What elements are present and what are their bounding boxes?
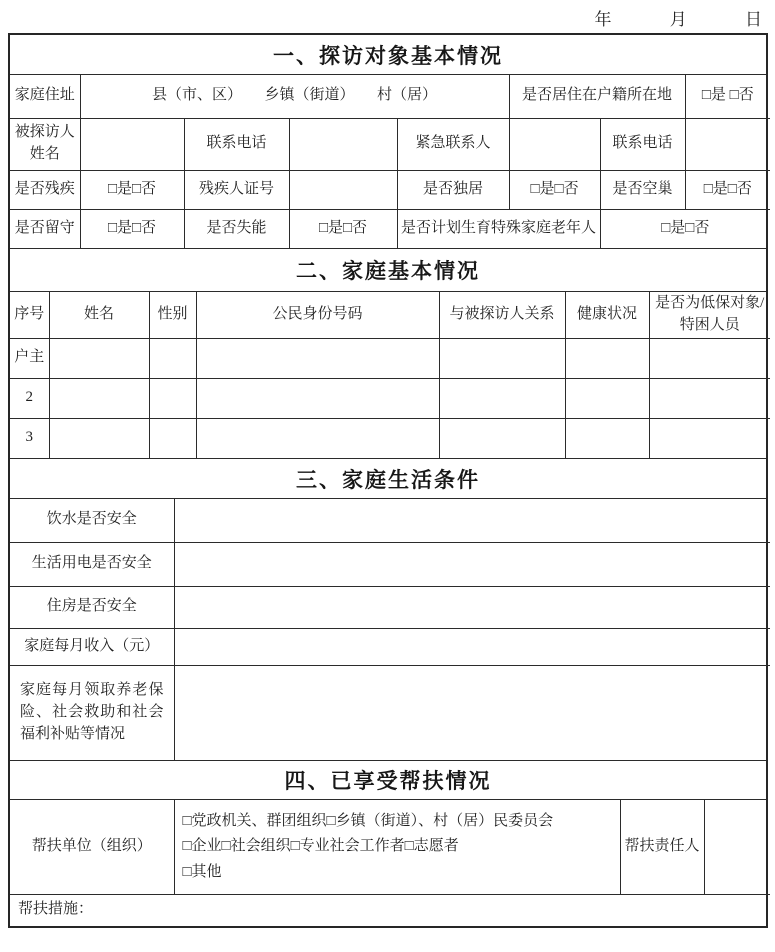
member-cell [649, 418, 770, 458]
table-row [10, 338, 770, 378]
date-day-label: 日 [745, 10, 763, 29]
empty-nest-checkbox: □是□否 [685, 170, 770, 209]
col-health-header: 健康状况 [565, 292, 649, 338]
member-cell [439, 418, 565, 458]
disability-label: 是否残疾 [10, 170, 80, 209]
section1-title: 一、探访对象基本情况 [10, 35, 766, 75]
disability-cert-label: 残疾人证号 [184, 170, 289, 209]
home-address-label: 家庭住址 [10, 75, 80, 118]
table-header-row [10, 292, 770, 338]
left-behind-checkbox: □是□否 [80, 209, 184, 248]
living-alone-checkbox: □是□否 [509, 170, 600, 209]
section2-table [10, 292, 770, 458]
member-cell [565, 338, 649, 378]
support-options-line-2: □企业□社会组织□专业社会工作者□志愿者 [182, 838, 459, 854]
table-row [10, 499, 770, 542]
support-responsible-input-cell [704, 800, 770, 894]
table-row [10, 118, 770, 170]
member-row-label: 3 [10, 418, 49, 458]
member-cell [649, 338, 770, 378]
member-cell [196, 378, 439, 418]
member-cell [196, 418, 439, 458]
table-row [10, 209, 770, 248]
member-cell [565, 418, 649, 458]
special-family-elderly-label: 是否计划生育特殊家庭老年人 [397, 209, 600, 248]
date-line [595, 5, 764, 30]
col-gender-header: 性别 [149, 292, 196, 338]
member-cell [649, 378, 770, 418]
water-safety-value [174, 499, 770, 542]
member-cell [149, 338, 196, 378]
contact-phone-label-2: 联系电话 [600, 118, 685, 170]
section4-title: 四、已享受帮扶情况 [10, 760, 766, 800]
contact-phone-input-cell-1 [289, 118, 397, 170]
table-row [10, 170, 770, 209]
home-address-value: 县（市、区） 乡镇（街道） 村（居） [80, 75, 509, 118]
table-row [10, 542, 770, 586]
section1-table [10, 75, 770, 248]
monthly-income-label: 家庭每月收入（元） [10, 628, 174, 665]
electricity-safety-value [174, 542, 770, 586]
support-unit-label: 帮扶单位（组织） [10, 800, 174, 894]
member-cell [149, 418, 196, 458]
incapacity-checkbox: □是□否 [289, 209, 397, 248]
housing-safety-label: 住房是否安全 [10, 586, 174, 628]
electricity-safety-label: 生活用电是否安全 [10, 542, 174, 586]
member-cell [49, 378, 149, 418]
col-subsistence-header: 是否为低保对象/特困人员 [649, 292, 770, 338]
support-measures-label: 帮扶措施： [10, 894, 770, 926]
member-cell [439, 378, 565, 418]
contact-phone-input-cell-2 [685, 118, 770, 170]
section3-table [10, 499, 770, 760]
table-row [10, 800, 770, 894]
member-cell [49, 418, 149, 458]
col-seq-header: 序号 [10, 292, 49, 338]
monthly-income-value [174, 628, 770, 665]
housing-safety-value [174, 586, 770, 628]
disability-checkbox: □是□否 [80, 170, 184, 209]
visit-registration-form [8, 33, 768, 928]
member-cell [565, 378, 649, 418]
visited-person-name-label: 被探访人姓名 [10, 118, 80, 170]
special-family-elderly-checkbox: □是□否 [600, 209, 770, 248]
incapacity-label: 是否失能 [184, 209, 289, 248]
member-row-label: 户主 [10, 338, 49, 378]
contact-phone-label-1: 联系电话 [184, 118, 289, 170]
support-options-line-3: □其他 [182, 863, 222, 880]
empty-nest-label: 是否空巢 [600, 170, 685, 209]
emergency-contact-input-cell [509, 118, 600, 170]
member-cell [49, 338, 149, 378]
date-month-label: 月 [669, 10, 688, 29]
table-row [10, 75, 770, 118]
member-row-label: 2 [10, 378, 49, 418]
household-registration-checkbox: □是 □否 [685, 75, 770, 118]
water-safety-label: 饮水是否安全 [10, 499, 174, 542]
visited-person-name-input-cell [80, 118, 184, 170]
member-cell [196, 338, 439, 378]
table-row [10, 586, 770, 628]
col-id-number-header: 公民身份号码 [196, 292, 439, 338]
table-row [10, 628, 770, 665]
table-row [10, 418, 770, 458]
col-relationship-header: 与被探访人关系 [439, 292, 565, 338]
living-alone-label: 是否独居 [397, 170, 509, 209]
support-options-line-1: □党政机关、群团组织□乡镇（街道）、村（居）民委员会 [182, 812, 554, 829]
table-row [10, 894, 770, 926]
disability-cert-input-cell [289, 170, 397, 209]
table-row [10, 378, 770, 418]
household-registration-label: 是否居住在户籍所在地 [509, 75, 685, 118]
subsidies-label: 家庭每月领取养老保险、社会救助和社会福利补贴等情况 [10, 665, 174, 760]
section3-title: 三、家庭生活条件 [10, 458, 766, 499]
support-responsible-label: 帮扶责任人 [620, 800, 704, 894]
left-behind-label: 是否留守 [10, 209, 80, 248]
member-cell [149, 378, 196, 418]
date-year-label: 年 [594, 10, 613, 29]
section2-title: 二、家庭基本情况 [10, 248, 766, 292]
support-unit-options [174, 800, 620, 894]
emergency-contact-label: 紧急联系人 [397, 118, 509, 170]
table-row [10, 665, 770, 760]
section4-table [10, 800, 770, 926]
member-cell [439, 338, 565, 378]
subsidies-value [174, 665, 770, 760]
col-name-header: 姓名 [49, 292, 149, 338]
